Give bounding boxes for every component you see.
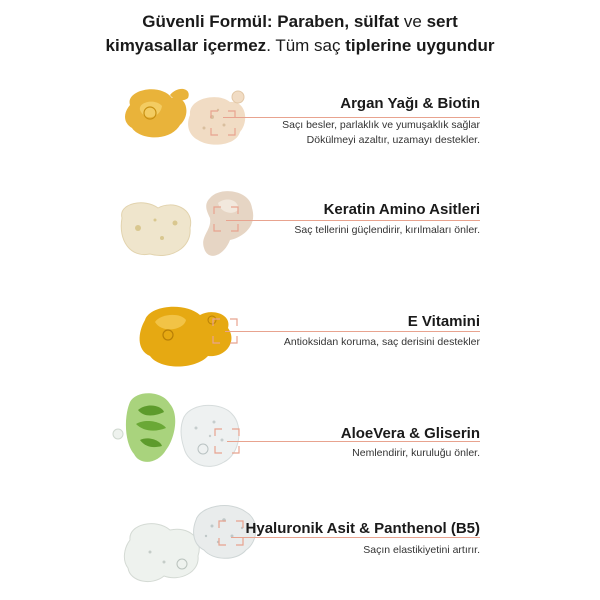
ingredient-row-keratin	[0, 178, 600, 278]
header	[0, 10, 600, 58]
header-bold-1: Güvenli Formül: Paraben, sülfat	[142, 12, 400, 31]
hyaluronic-panthenol-drops-illustration	[100, 490, 270, 590]
ingredient-row-argan	[0, 70, 600, 170]
header-line-2	[0, 34, 600, 58]
argan-oil-drops-illustration	[100, 70, 270, 170]
corner-bracket-hyaluronic	[218, 520, 244, 546]
ingredient-title-keratin: Keratin Amino Asitleri	[323, 201, 480, 218]
header-bold-4: tiplerine uygundur	[345, 36, 495, 55]
vitamin-e-drop-illustration	[100, 290, 270, 390]
corner-bracket-keratin	[213, 206, 239, 232]
ingredient-desc-aloe-line-1: Nemlendirir, kuruluğu önler.	[352, 447, 480, 459]
header-line-1	[0, 10, 600, 34]
ingredient-desc-argan-line-2: Dökülmeyi azaltır, uzamayı destekler.	[306, 134, 480, 146]
keratin-drops-illustration	[100, 178, 270, 278]
ingredient-row-vitamin-e	[0, 290, 600, 390]
corner-bracket-argan	[210, 110, 236, 136]
connector-line-keratin	[226, 220, 480, 221]
ingredient-title-hyaluronic: Hyaluronik Asit & Panthenol (B5)	[245, 520, 480, 537]
connector-line-vitamin-e	[225, 331, 480, 332]
ingredient-desc-hyaluronic	[363, 543, 480, 558]
ingredient-row-hyaluronic	[0, 490, 600, 590]
ingredient-desc-vitamin-e	[284, 335, 480, 350]
ingredient-row-aloe	[0, 382, 600, 482]
ingredient-desc-keratin	[294, 223, 480, 238]
header-reg-1: ve	[399, 12, 427, 31]
ingredient-desc-hyaluronic-line-1: Saçın elastikiyetini artırır.	[363, 544, 480, 556]
ingredient-desc-argan-line-1: Saçı besler, parlaklık ve yumuşaklık sağlar	[282, 119, 480, 131]
ingredient-desc-vitamin-e-line-1: Antioksidan koruma, saç derisini destekler	[283, 336, 480, 348]
header-bold-3: kimyasallar içermez	[105, 36, 267, 55]
aloe-glycerin-drops-illustration	[100, 382, 270, 482]
ingredient-title-aloe: AloeVera & Gliserin	[340, 425, 480, 442]
header-reg-2: . Tüm saç	[266, 36, 346, 55]
header-bold-2: sert	[426, 12, 458, 31]
ingredient-desc-keratin-line-1: Saç tellerini güçlendirir, kırılmaları önler.	[294, 224, 480, 236]
ingredient-desc-aloe	[352, 446, 480, 461]
ingredient-title-argan: Argan Yağı & Biotin	[340, 95, 480, 112]
ingredient-desc-argan	[282, 118, 480, 148]
connector-line-hyaluronic	[231, 537, 480, 538]
ingredient-title-vitamin-e: E Vitamini	[407, 313, 480, 330]
